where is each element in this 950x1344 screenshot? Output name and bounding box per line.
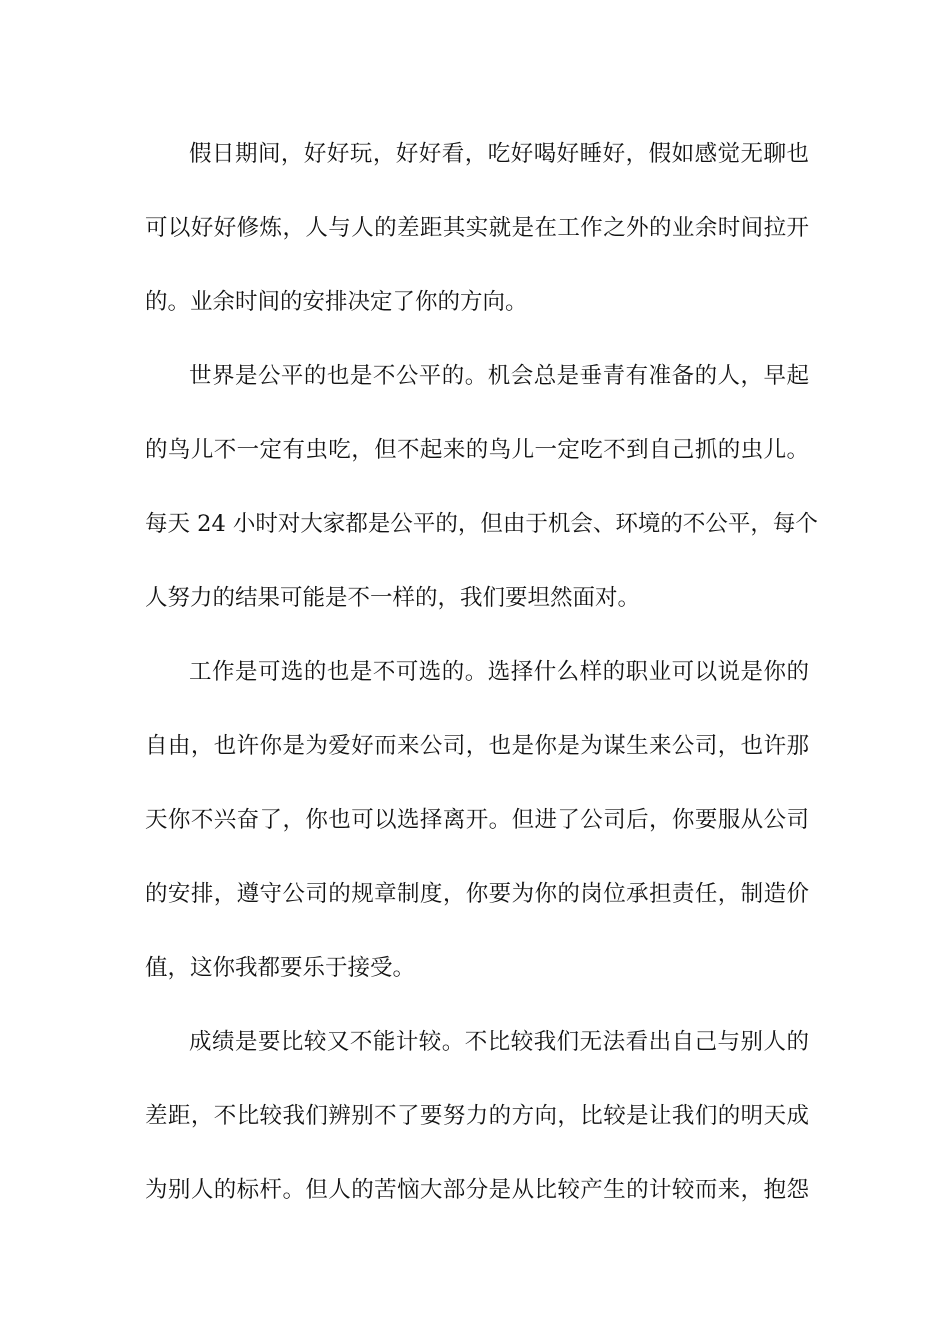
paragraph-3-line-5: 值，这你我都要乐于接受。 <box>145 955 416 981</box>
paragraph-2-line-2: 的鸟儿不一定有虫吃，但不起来的鸟儿一定吃不到自己抓的虫儿。 <box>145 437 809 463</box>
paragraph-1-line-2: 可以好好修炼，人与人的差距其实就是在工作之外的业余时间拉开 <box>145 215 809 241</box>
paragraph-1-line-3: 的。业余时间的安排决定了你的方向。 <box>145 289 528 315</box>
paragraph-4-line-3: 为别人的标杆。但人的苦恼大部分是从比较产生的计较而来，抱怨 <box>145 1177 809 1203</box>
paragraph-1-line-1: 假日期间，好好玩，好好看，吃好喝好睡好，假如感觉无聊也 <box>189 141 809 167</box>
paragraph-3-line-3: 天你不兴奋了，你也可以选择离开。但进了公司后，你要服从公司 <box>145 807 809 833</box>
paragraph-3-line-1: 工作是可选的也是不可选的。选择什么样的职业可以说是你的 <box>189 659 809 685</box>
paragraph-3-line-4: 的安排，遵守公司的规章制度，你要为你的岗位承担责任，制造价 <box>145 881 809 907</box>
paragraph-4-line-1: 成绩是要比较又不能计较。不比较我们无法看出自己与别人的 <box>189 1029 809 1055</box>
paragraph-2-line-1: 世界是公平的也是不公平的。机会总是垂青有准备的人，早起 <box>189 363 809 389</box>
paragraph-2-line-3: 每天 24 小时对大家都是公平的，但由于机会、环境的不公平，每个 <box>145 511 818 537</box>
paragraph-3-line-2: 自由，也许你是为爱好而来公司，也是你是为谋生来公司，也许那 <box>145 733 809 759</box>
paragraph-4-line-2: 差距，不比较我们辨别不了要努力的方向，比较是让我们的明天成 <box>145 1103 809 1129</box>
paragraph-2-line-4: 人努力的结果可能是不一样的，我们要坦然面对。 <box>145 585 641 611</box>
